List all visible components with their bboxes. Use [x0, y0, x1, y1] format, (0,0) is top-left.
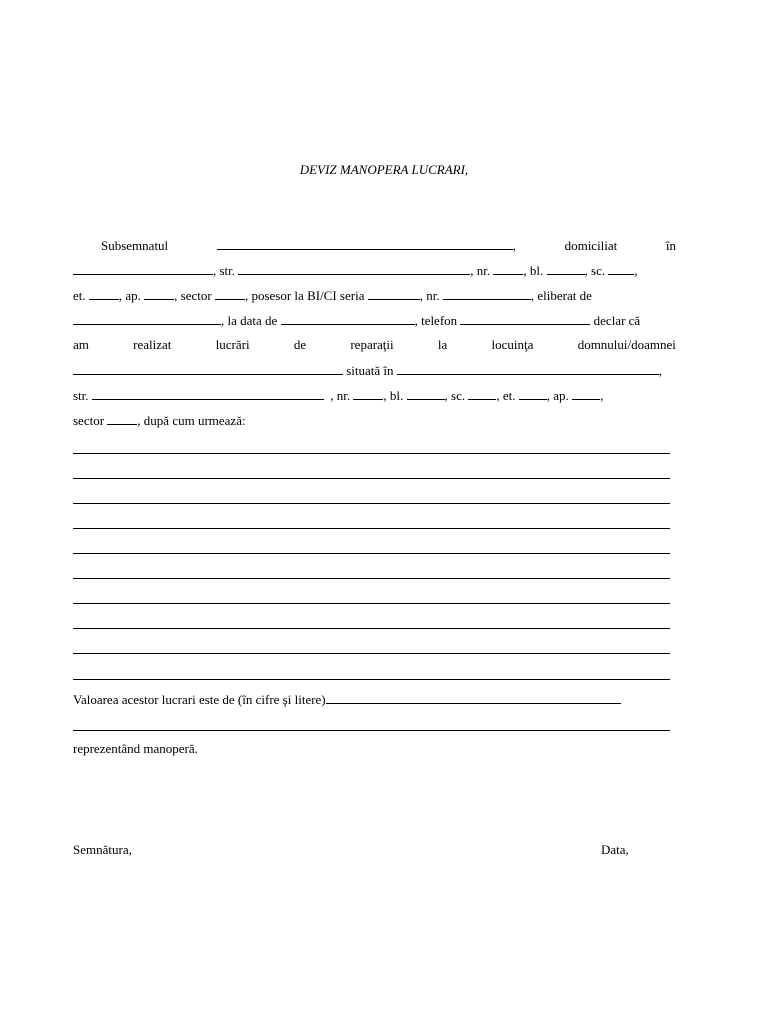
sc-blank[interactable]	[608, 262, 634, 275]
issuer-blank[interactable]	[73, 312, 221, 325]
signature-label: Semnătura,	[73, 842, 132, 857]
phone-blank[interactable]	[460, 312, 590, 325]
owner-sector-blank[interactable]	[107, 412, 137, 425]
situated-locality-blank[interactable]	[397, 362, 659, 375]
value-blank[interactable]	[326, 691, 621, 704]
locality-blank[interactable]	[73, 262, 213, 275]
description-line[interactable]	[73, 679, 670, 680]
name-blank[interactable]	[217, 237, 513, 250]
text-line-6: situată în ,	[73, 362, 676, 379]
ap-blank[interactable]	[144, 287, 174, 300]
document-title: DEVIZ MANOPERA LUCRARI,	[299, 162, 469, 177]
reprezentand-line	[73, 741, 676, 757]
value-label: Valoarea acestor lucrari este de (în cifre şi litere)	[73, 692, 326, 707]
description-line[interactable]	[73, 478, 670, 479]
owner-street-blank[interactable]	[92, 387, 324, 400]
text-line-5: am realizat lucrări de reparaţii la locuinţa domnului/doamnei	[73, 337, 676, 352]
text-line-4: , la data de , telefon declar că	[73, 312, 676, 329]
owner-nr-blank[interactable]	[353, 387, 383, 400]
name-field-group: ,	[217, 237, 516, 254]
owner-et-blank[interactable]	[519, 387, 547, 400]
id-series-blank[interactable]	[368, 287, 420, 300]
text-line-3: et. , ap. , sector , posesor la BI/CI seria , nr. , eliberat de	[73, 288, 592, 303]
nr-blank[interactable]	[493, 262, 523, 275]
description-line[interactable]	[73, 653, 670, 654]
value-continuation-line[interactable]	[73, 730, 670, 731]
et-blank[interactable]	[89, 287, 119, 300]
description-line[interactable]	[73, 503, 670, 504]
sector-blank[interactable]	[215, 287, 245, 300]
value-line	[73, 691, 676, 708]
subsemnatul-label: Subsemnatul	[101, 238, 169, 253]
text-line-2: , str. , nr. , bl. , sc. ,	[73, 262, 676, 279]
in-label: în	[665, 238, 676, 253]
street-blank[interactable]	[238, 262, 470, 275]
description-line[interactable]	[73, 603, 670, 604]
owner-bl-blank[interactable]	[407, 387, 445, 400]
owner-sc-blank[interactable]	[468, 387, 496, 400]
domiciliat-label: domiciliat	[564, 238, 618, 253]
description-line[interactable]	[73, 628, 670, 629]
bl-blank[interactable]	[547, 262, 585, 275]
description-line[interactable]	[73, 528, 670, 529]
text-line-7: str. , nr. , bl. , sc. , et. , ap. ,	[73, 388, 604, 403]
text-line-1	[73, 237, 676, 254]
date-label: Data,	[601, 842, 629, 857]
reprezentand-text: reprezentând manoperă.	[73, 741, 198, 756]
description-line[interactable]	[73, 578, 670, 579]
text-line-8: sector , după cum urmează:	[73, 413, 246, 428]
id-number-blank[interactable]	[443, 287, 531, 300]
issue-date-blank[interactable]	[281, 312, 415, 325]
owner-name-blank[interactable]	[73, 362, 343, 375]
description-line[interactable]	[73, 553, 670, 554]
owner-ap-blank[interactable]	[572, 387, 600, 400]
description-line[interactable]	[73, 453, 670, 454]
